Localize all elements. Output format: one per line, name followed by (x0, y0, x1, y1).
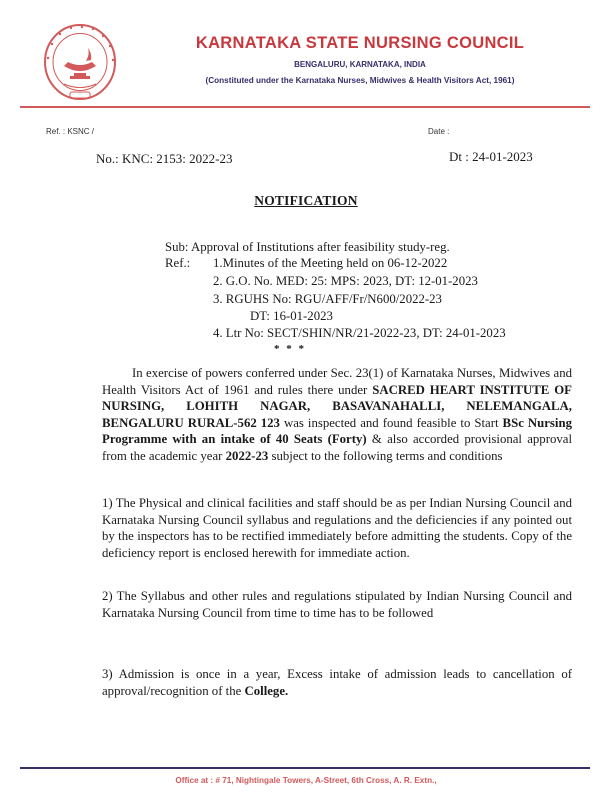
condition-3-text: 3) Admission is once in a year, Excess intake of admission leads to cancellation of approval/recognition of the (102, 667, 572, 698)
condition-3-college: College. (244, 683, 289, 698)
body-paragraph-intro (102, 365, 572, 465)
date-label: Date : (428, 127, 450, 136)
reference-item-date: DT: 16-01-2023 (250, 309, 333, 323)
intro-text-3: & also accorded provisional approval from the academic year (102, 432, 573, 463)
subject-line: Sub: Approval of Institutions after feasibility study-reg. (165, 240, 450, 254)
org-name: KARNATAKA STATE NURSING COUNCIL (195, 34, 525, 52)
document-date: Dt : 24-01-2023 (449, 149, 533, 164)
reference-item: 3. RGUHS No: RGU/AFF/Fr/N600/2022-23 (213, 292, 442, 306)
header-divider (20, 106, 590, 108)
reference-item: 1.Minutes of the Meeting held on 06-12-2022 (213, 256, 448, 270)
council-seal-logo (30, 18, 130, 106)
section-separator: * * * (274, 343, 306, 355)
reference-number: No.: KNC: 2153: 2022-23 (96, 151, 233, 166)
reference-item: 2. G.O. No. MED: 25: MPS: 2023, DT: 12-01-2023 (213, 274, 478, 288)
academic-year: 2022-23 (225, 448, 269, 463)
condition-3 (102, 666, 572, 699)
references-label: Ref.: (165, 256, 191, 270)
condition-1: 1) The Physical and clinical facilities and staff should be as per Indian Nursing Council and Karnataka Nursing Council syllabus and regulations and the deficiencies if any pointed out by the inspectors has to be rectified immediately before admitting the students. Copy of the deficiency report is enclosed herewith for immediate action. (102, 496, 572, 560)
org-city: BENGALURU, KARNATAKA, INDIA (294, 60, 426, 69)
ref-label: Ref. : KSNC / (46, 127, 95, 136)
programme-name: BSc Nursing Programme with an intake of 40 Seats (Forty) (102, 415, 572, 447)
intro-text-2: was inspected and found feasible to Start (279, 415, 503, 430)
condition-2: 2) The Syllabus and other rules and regulations stipulated by Indian Nursing Council and Karnataka Nursing Council from time to time has to be followed (102, 589, 572, 620)
org-constitution-act: (Constituted under the Karnataka Nurses, Midwives & Health Visitors Act, 1961) (205, 76, 515, 85)
footer-divider (20, 767, 590, 769)
document-title: NOTIFICATION (254, 193, 358, 208)
institution-name: SACRED HEART INSTITUTE OF NURSING, LOHITH NAGAR, BASAVANAHALLI, NELEMANGALA, BENGALURU RURAL-562 123 (102, 382, 572, 430)
intro-text-4: subject to the following terms and conditions (268, 448, 503, 463)
reference-item: 4. Ltr No: SECT/SHIN/NR/21-2022-23, DT: 24-01-2023 (213, 326, 506, 340)
office-address: Office at : # 71, Nightingale Towers, A-Street, 6th Cross, A. R. Extn., (175, 776, 437, 785)
intro-text: In exercise of powers conferred under Sec. 23(1) of Karnataka Nurses, Midwives and Health Visitors Act of 1961 and rules there under (102, 366, 572, 397)
